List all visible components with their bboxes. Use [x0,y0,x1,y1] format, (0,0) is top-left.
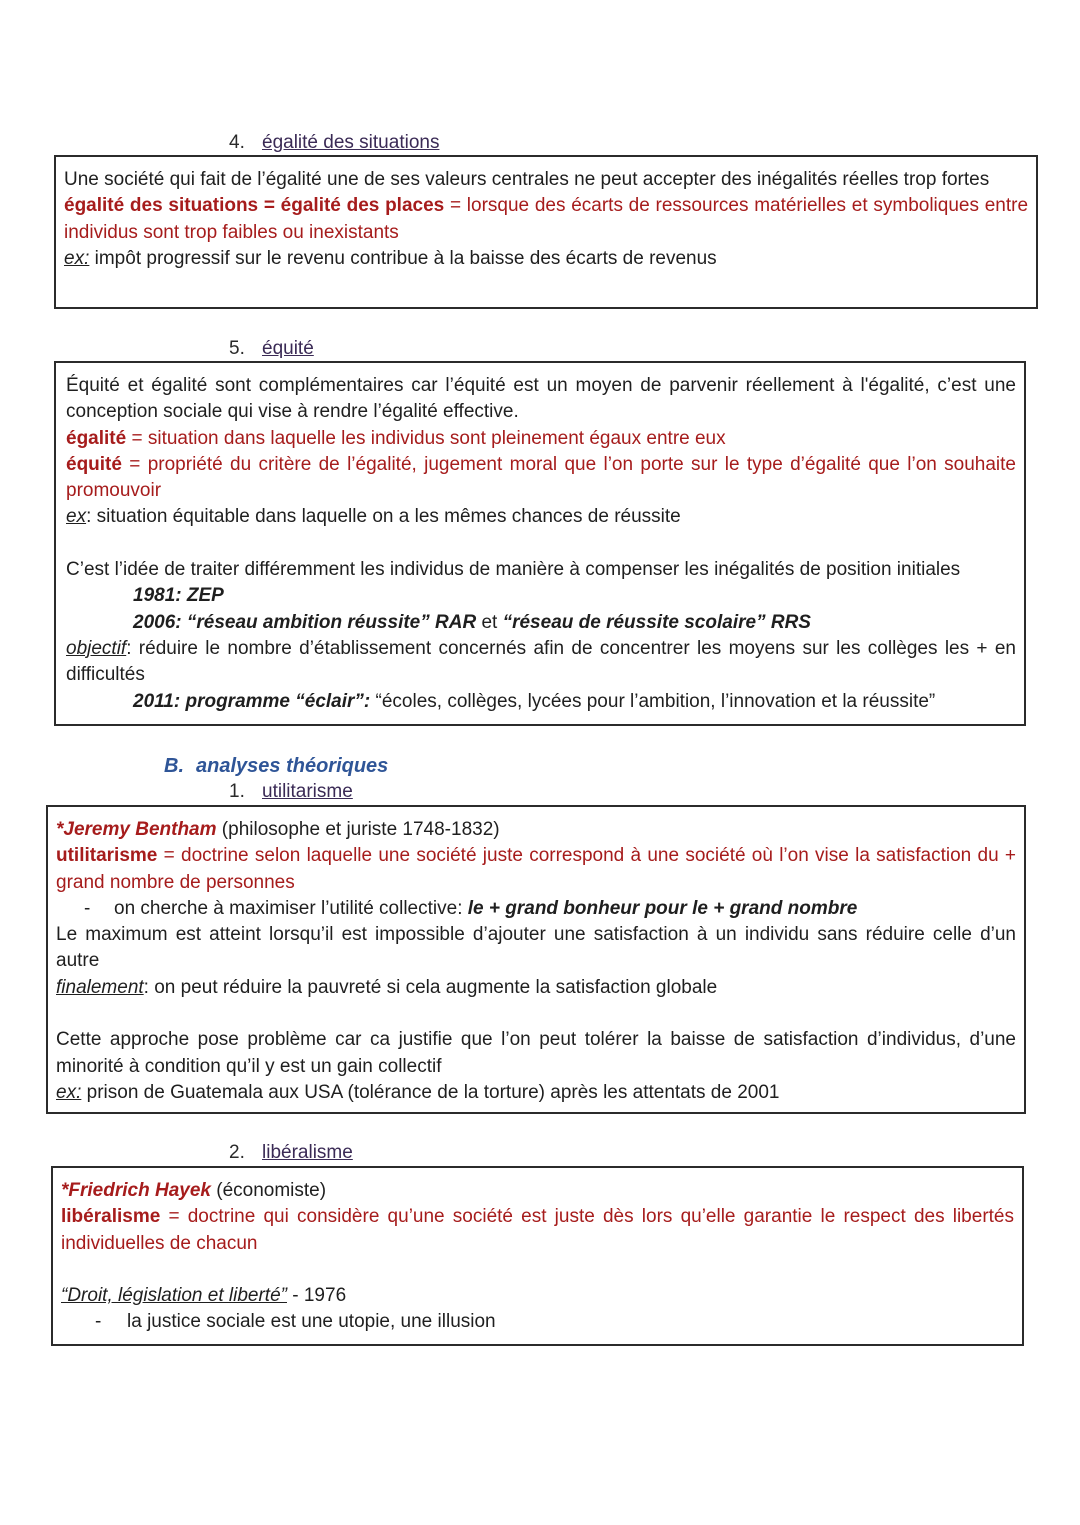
section-util-heading [229,780,353,804]
hayek-author: *Friedrich Hayek [61,1180,211,1201]
section-util-box [46,805,1026,1114]
item-2011-a: 2011: programme “éclair”: [133,690,371,712]
item-2006-c: “réseau de réussite scolaire” RRS [502,611,811,633]
item-1981: 1981: ZEP [133,585,224,607]
section-4-heading [229,131,439,155]
egalite-term: égalité [66,427,127,449]
section-b-letter: B. [164,755,184,777]
section-5-intro: Équité et égalité sont complémentaires car l’équité est un moyen de parvenir réellement à l'égalité, c’est une conception sociale qui vise à rendre l’égalité effective. [66,375,1016,423]
section-4-def-term: égalité des situations = égalité des places [64,195,445,217]
section-4-ex-label: ex: [64,247,90,269]
item-2006-a: 2006: “réseau ambition réussite” RAR [133,611,477,633]
section-4-example [64,246,1028,272]
item-2011 [66,689,1016,715]
utilitarisme-term: utilitarisme [56,845,158,867]
objectif-text: : réduire le nombre d’établissement concernés afin de concentrer les moyens sur les collèges les + en difficultés [66,637,1016,686]
section-4-box [54,155,1038,309]
section-5-example [66,504,1016,530]
hayek-line [61,1178,1014,1204]
bullet-dash: - [84,897,91,919]
book-title: “Droit, législation et liberté” [61,1285,287,1307]
book-year: - 1976 [286,1285,347,1307]
egalite-def-text: = situation dans laquelle les individus sont pleinement égaux entre eux [126,427,726,449]
section-4-definition [64,193,1028,246]
objectif-line [66,636,1016,689]
utilitarisme-def-text: = doctrine selon laquelle une société juste correspond à une société où l’on vise la satisfaction du + grand nombre de personnes [56,845,1016,893]
section-5-number: 5. [229,338,245,359]
section-5-box [54,361,1026,726]
finalement-text: : on peut réduire la pauvreté si cela augmente la satisfaction globale [143,976,718,998]
item-2006 [66,610,1016,636]
section-b-title: analyses théoriques [196,755,389,777]
bullet-dash: - [95,1311,102,1333]
objectif-label: objectif [66,637,127,659]
utilitarisme-bullet [56,896,1016,922]
section-4-intro: Une société qui fait de l’égalité une de ses valeurs centrales ne peut accepter des inégalités réelles trop fortes [64,169,990,190]
finalement-line [56,975,1016,1001]
section-4-def-text: = lorsque des écarts de ressources matérielles et symboliques entre individus sont trop faibles ou inexistants [64,195,1029,243]
equite-term: équité [66,453,122,475]
section-lib-number: 2. [229,1142,245,1163]
maximum-text: Le maximum est atteint lorsqu’il est impossible d’ajouter une satisfaction à un individu sans réduire celle d’un autre [56,924,1016,972]
finalement-label: finalement [56,976,144,998]
section-lib-heading [229,1141,353,1165]
book-line [61,1283,1014,1309]
bentham-line [56,817,1016,843]
section-5-equite-def [66,452,1016,505]
section-util-ex-label: ex: [56,1081,82,1103]
section-util-number: 1. [229,781,245,802]
bentham-author: *Jeremy Bentham [56,819,217,840]
section-lib-title[interactable]: libéralisme [262,1142,353,1163]
section-5-para2: C’est l’idée de traiter différemment les individus de manière à compenser les inégalités de position initiales [66,559,961,581]
bullet-bold: le + grand bonheur pour le + grand nombre [467,897,858,919]
section-5-title[interactable]: équité [262,338,314,359]
bullet-text: on cherche à maximiser l’utilité collective: [114,897,468,919]
section-lib-box [51,1166,1024,1346]
section-b-heading [164,753,388,779]
section-4-title[interactable]: égalité des situations [262,132,440,153]
liberalisme-term: libéralisme [61,1206,161,1228]
equite-def-text: = propriété du critère de l’égalité, jugement moral que l’on porte sur le type d’égalité que l’on souhaite promouvoir [66,453,1016,502]
section-util-example [56,1080,1016,1106]
section-util-title[interactable]: utilitarisme [262,781,353,802]
section-5-ex-label: ex [66,506,87,528]
section-4-number: 4. [229,132,245,153]
liberalisme-bullet [61,1309,1014,1335]
section-5-egalite-def [66,426,1016,452]
liberalisme-def [61,1204,1014,1257]
hayek-desc: (économiste) [210,1180,327,1201]
critique-text: Cette approche pose problème car ca justifie que l’on peut tolérer la baisse de satisfaction d’individus, d’une minorité à condition qu’il y est un gain collectif [56,1029,1016,1077]
section-5-ex-text: : situation équitable dans laquelle on a les mêmes chances de réussite [86,506,681,528]
section-util-ex-text: prison de Guatemala aux USA (tolérance de la torture) après les attentats de 2001 [81,1081,780,1103]
utilitarisme-def [56,843,1016,896]
item-2006-b: et [476,611,503,633]
section-5-heading [229,337,314,361]
section-4-ex-text: impôt progressif sur le revenu contribue à la baisse des écarts de revenus [89,247,717,269]
bentham-desc: (philosophe et juriste 1748-1832) [216,819,500,840]
item-2011-b: “écoles, collèges, lycées pour l’ambition, l’innovation et la réussite” [370,690,936,712]
bullet-text: la justice sociale est une utopie, une illusion [127,1311,496,1333]
liberalisme-def-text: = doctrine qui considère qu’une société est juste dès lors qu’elle garantie le respect des libertés individuelles de chacun [61,1206,1014,1254]
